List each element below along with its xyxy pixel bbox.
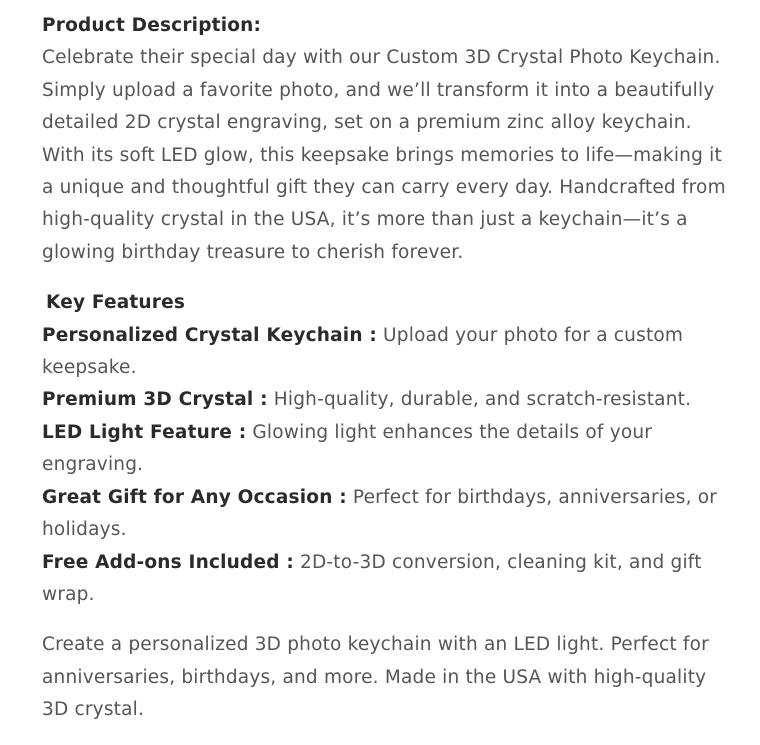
key-features-list: [42, 320, 732, 612]
key-features-heading: Key Features: [46, 292, 186, 314]
feature-item: [42, 384, 732, 416]
feature-item: [42, 417, 732, 482]
feature-name: Premium 3D Crystal :: [42, 389, 268, 411]
feature-item: [42, 320, 732, 385]
closing-text: Create a personalized 3D photo keychain with an LED light. Perfect for anniversaries, birthdays, and more. Made in the USA with high-quality 3D crystal.: [42, 634, 709, 721]
feature-text: Upload your photo for a custom keepsake.: [42, 324, 684, 379]
feature-item: [42, 482, 732, 547]
feature-text: High-quality, durable, and scratch-resistant.: [267, 389, 692, 411]
feature-name: LED Light Feature :: [42, 421, 247, 443]
feature-name: Great Gift for Any Occasion :: [42, 486, 347, 508]
feature-name: Personalized Crystal Keychain :: [42, 324, 377, 346]
feature-text: Perfect for birthdays, anniversaries, or holidays.: [42, 486, 718, 541]
product-description-section: [42, 10, 732, 727]
feature-text: 2D-to-3D conversion, cleaning kit, and gift wrap.: [42, 551, 702, 605]
description-text: Celebrate their special day with our Custom 3D Crystal Photo Keychain. Simply upload a favorite photo, and we’ll transform it into a beautifully detailed 2D crystal engraving, set on a premium zinc alloy keychain. With its soft LED glow, this keepsake brings memories to life—making it a unique and thoughtful gift they can carry every day. Handcrafted from high-quality crystal in the USA, it’s more than just a keychain—it’s a glowing birthday treasure to cherish forever.: [42, 47, 726, 263]
feature-item: [42, 547, 732, 612]
feature-name: Free Add-ons Included :: [42, 551, 294, 573]
description-heading: Product Description:: [42, 15, 262, 36]
feature-text: Glowing light enhances the details of your engraving.: [42, 421, 653, 476]
